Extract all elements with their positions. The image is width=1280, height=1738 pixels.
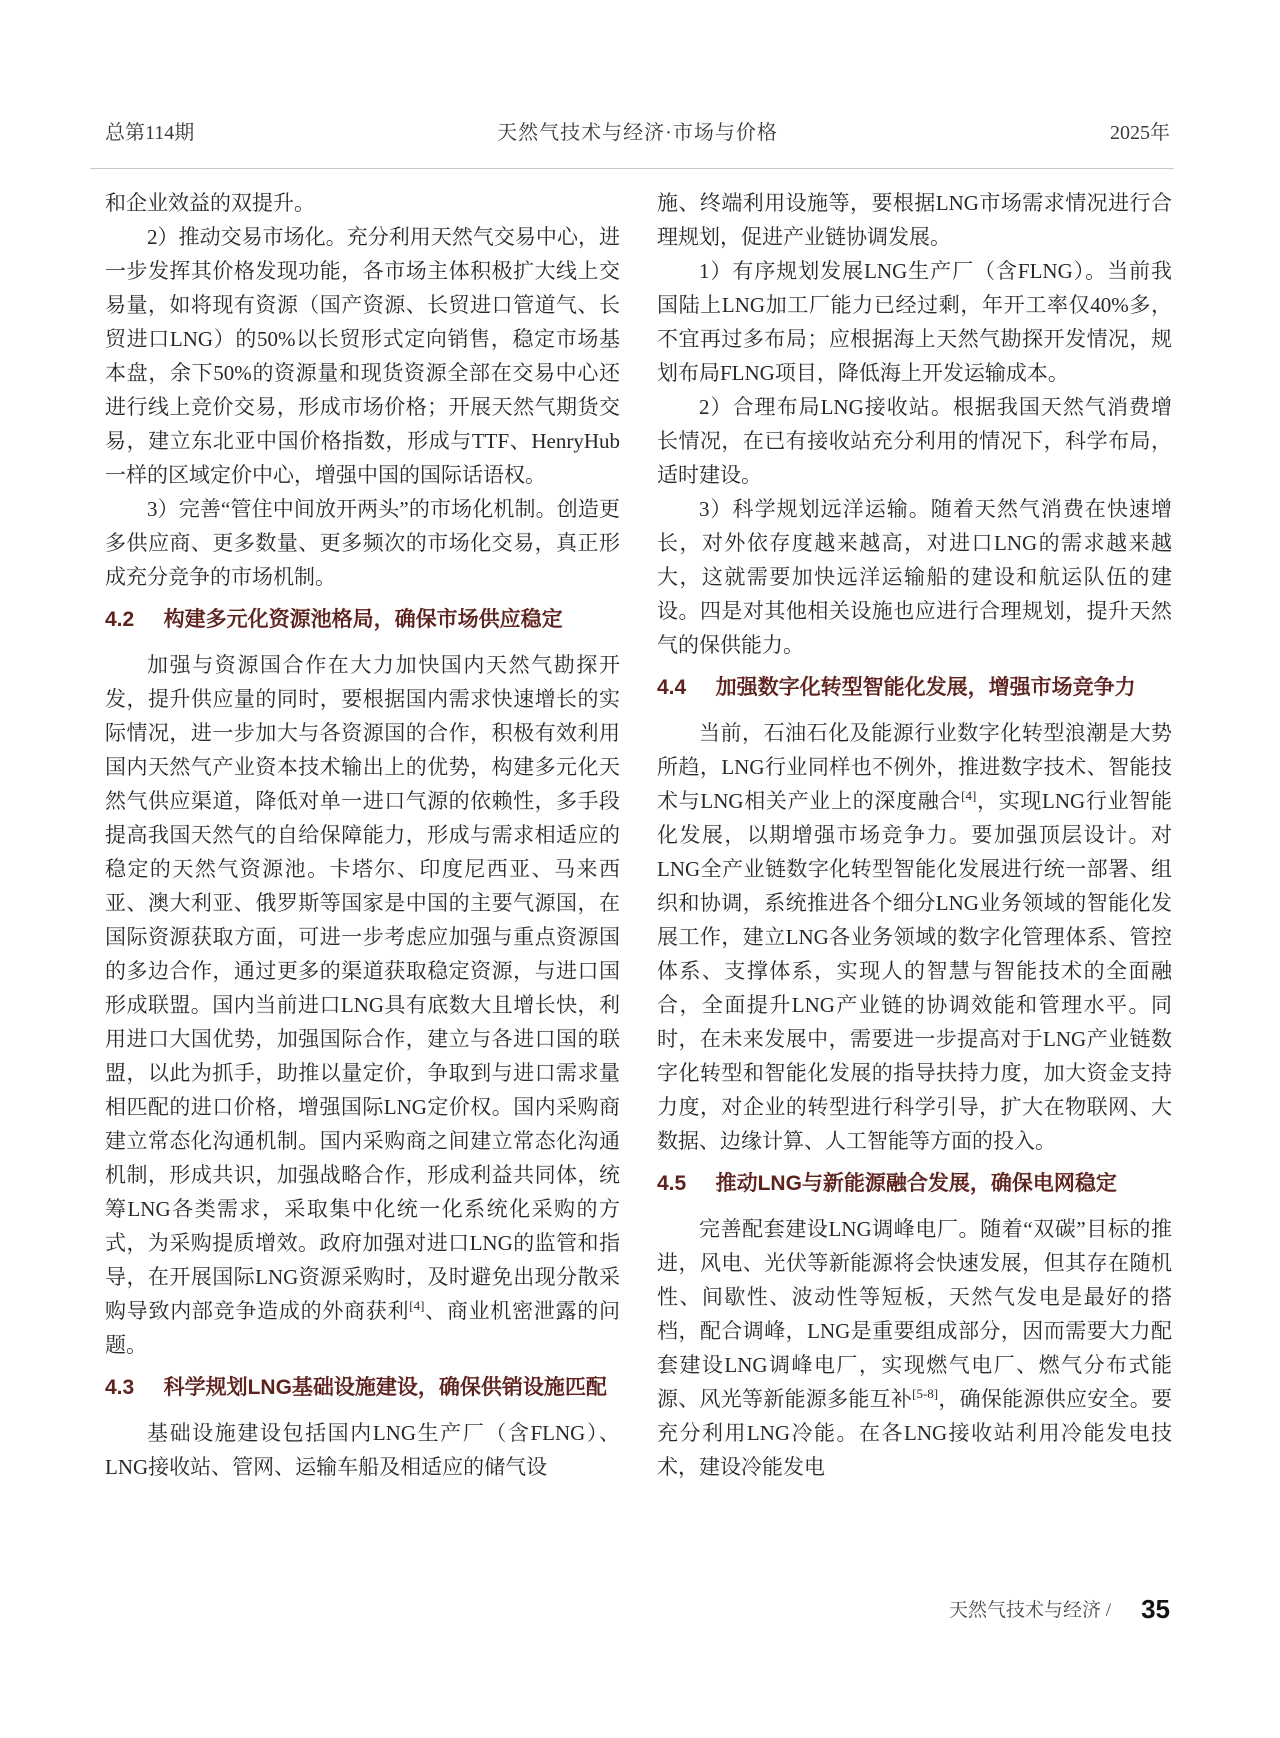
- article-body: [105, 186, 1172, 1484]
- paragraph: 3）科学规划远洋运输。随着天然气消费在快速增长，对外依存度越来越高，对进口LNG的需求越来越大，这就需要加快远洋运输船的建设和航运队伍的建设。四是对其他相关设施也应进行合理规划，提升天然气的保供能力。: [657, 497, 1172, 657]
- section-number: 4.2: [105, 608, 135, 631]
- paragraph: 2）合理布局LNG接收站。根据我国天然气消费增长情况，在已有接收站充分利用的情况下，科学布局，适时建设。: [657, 395, 1172, 487]
- section-title: 科学规划LNG基础设施建设，确保供销设施匹配: [163, 1376, 607, 1399]
- paragraph: 施、终端利用设施等，要根据LNG市场需求情况进行合理规划，促进产业链协调发展。: [657, 191, 1172, 249]
- paragraph: 加强与资源国合作在大力加快国内天然气勘探开发，提升供应量的同时，要根据国内需求快速增长的实际情况，进一步加大与各资源国的合作，积极有效利用国内天然气产业资本技术输出上的优势，构建多元化天然气供应渠道，降低对单一进口气源的依赖性，多手段提高我国天然气的自给保障能力，形成与需求相适应的稳定的天然气资源池。卡塔尔、印度尼西亚、马来西亚、澳大利亚、俄罗斯等国家是中国的主要气源国，在国际资源获取方面，可进一步考虑应加强与重点资源国的多边合作，通过更多的渠道获取稳定资源，与进口国形成联盟。国内当前进口LNG具有底数大且增长快，利用进口大国优势，加强国际合作，建立与各进口国的联盟，以此为抓手，助推以量定价，争取到与进口需求量相匹配的进口价格，增强国际LNG定价权。国内采购商建立常态化沟通机制。国内采购商之间建立常态化沟通机制，形成共识，加强战略合作，形成利益共同体，统筹LNG各类需求，采取集中化统一化系统化采购的方式，为采购提质增效。政府加强对进口LNG的监管和指导，在开展国际LNG资源采购时，及时避免出现分散采购导致内部竞争造成的外商获利[4]、商业机密泄露的问题。: [105, 653, 621, 1357]
- section-number: 4.5: [657, 1172, 687, 1195]
- citation-ref: [5-8]: [912, 1386, 939, 1401]
- citation-ref: [4]: [409, 1298, 425, 1313]
- paragraph: 和企业效益的双提升。: [105, 191, 315, 215]
- section-heading: [657, 1168, 1172, 1200]
- section-heading: [105, 1372, 620, 1404]
- section-number: 4.4: [657, 676, 687, 699]
- section-heading: [105, 604, 620, 636]
- right-column: [657, 186, 1172, 1484]
- issue-number: 总第114期: [105, 122, 195, 144]
- publication-year: 2025年: [1110, 122, 1170, 144]
- footer-journal-name: 天然气技术与经济 /: [949, 1600, 1112, 1621]
- header-divider: [90, 168, 1174, 169]
- page-footer: [949, 1594, 1170, 1625]
- left-column: [105, 186, 620, 1484]
- paragraph: 2）推动交易市场化。充分利用天然气交易中心，进一步发挥其价格发现功能，各市场主体积极扩大线上交易量，如将现有资源（国产资源、长贸进口管道气、长贸进口LNG）的50%以长贸形式定向销售，稳定市场基本盘，余下50%的资源量和现货资源全部在交易中心还进行线上竞价交易，形成市场价格；开展天然气期货交易，建立东北亚中国价格指数，形成与TTF、HenryHub一样的区域定价中心，增强中国的国际话语权。: [105, 225, 620, 487]
- journal-title-header: 天然气技术与经济·市场与价格: [497, 122, 778, 144]
- section-title: 推动LNG与新能源融合发展，确保电网稳定: [715, 1172, 1117, 1195]
- paragraph: 当前，石油石化及能源行业数字化转型浪潮是大势所趋，LNG行业同样也不例外，推进数字技术、智能技术与LNG相关产业上的深度融合[4]，实现LNG行业智能化发展，以期增强市场竞争力。要加强顶层设计。对LNG全产业链数字化转型智能化发展进行统一部署、组织和协调，系统推进各个细分LNG业务领域的智能化发展工作，建立LNG各业务领域的数字化管理体系、管控体系、支撑体系，实现人的智慧与智能技术的全面融合，全面提升LNG产业链的协调效能和管理水平。同时，在未来发展中，需要进一步提高对于LNG产业链数字化转型和智能化发展的指导扶持力度，加大资金支持力度，对企业的转型进行科学引导，扩大在物联网、大数据、边缘计算、人工智能等方面的投入。: [657, 721, 1172, 1153]
- citation-ref: [4]: [961, 788, 977, 803]
- page-number: 35: [1141, 1594, 1170, 1624]
- paragraph: 1）有序规划发展LNG生产厂（含FLNG）。当前我国陆上LNG加工厂能力已经过剩，年开工率仅40%多，不宜再过多布局；应根据海上天然气勘探开发情况，规划布局FLNG项目，降低海上开发运输成本。: [657, 259, 1172, 385]
- section-heading: [657, 672, 1172, 704]
- page-header: [105, 116, 1170, 146]
- paragraph: 基础设施建设包括国内LNG生产厂（含FLNG）、LNG接收站、管网、运输车船及相适应的储气设: [105, 1421, 620, 1479]
- paragraph: 完善配套建设LNG调峰电厂。随着“双碳”目标的推进，风电、光伏等新能源将会快速发展，但其存在随机性、间歇性、波动性等短板，天然气发电是最好的搭档，配合调峰，LNG是重要组成部分，因而需要大力配套建设LNG调峰电厂，实现燃气电厂、燃气分布式能源、风光等新能源多能互补[5-8]，确保能源供应安全。要充分利用LNG冷能。在各LNG接收站利用冷能发电技术，建设冷能发电: [657, 1217, 1173, 1479]
- section-number: 4.3: [105, 1376, 135, 1399]
- paragraph: 3）完善“管住中间放开两头”的市场化机制。创造更多供应商、更多数量、更多频次的市场化交易，真正形成充分竞争的市场机制。: [105, 497, 620, 589]
- section-title: 加强数字化转型智能化发展，增强市场竞争力: [715, 676, 1136, 699]
- section-title: 构建多元化资源池格局，确保市场供应稳定: [163, 608, 563, 631]
